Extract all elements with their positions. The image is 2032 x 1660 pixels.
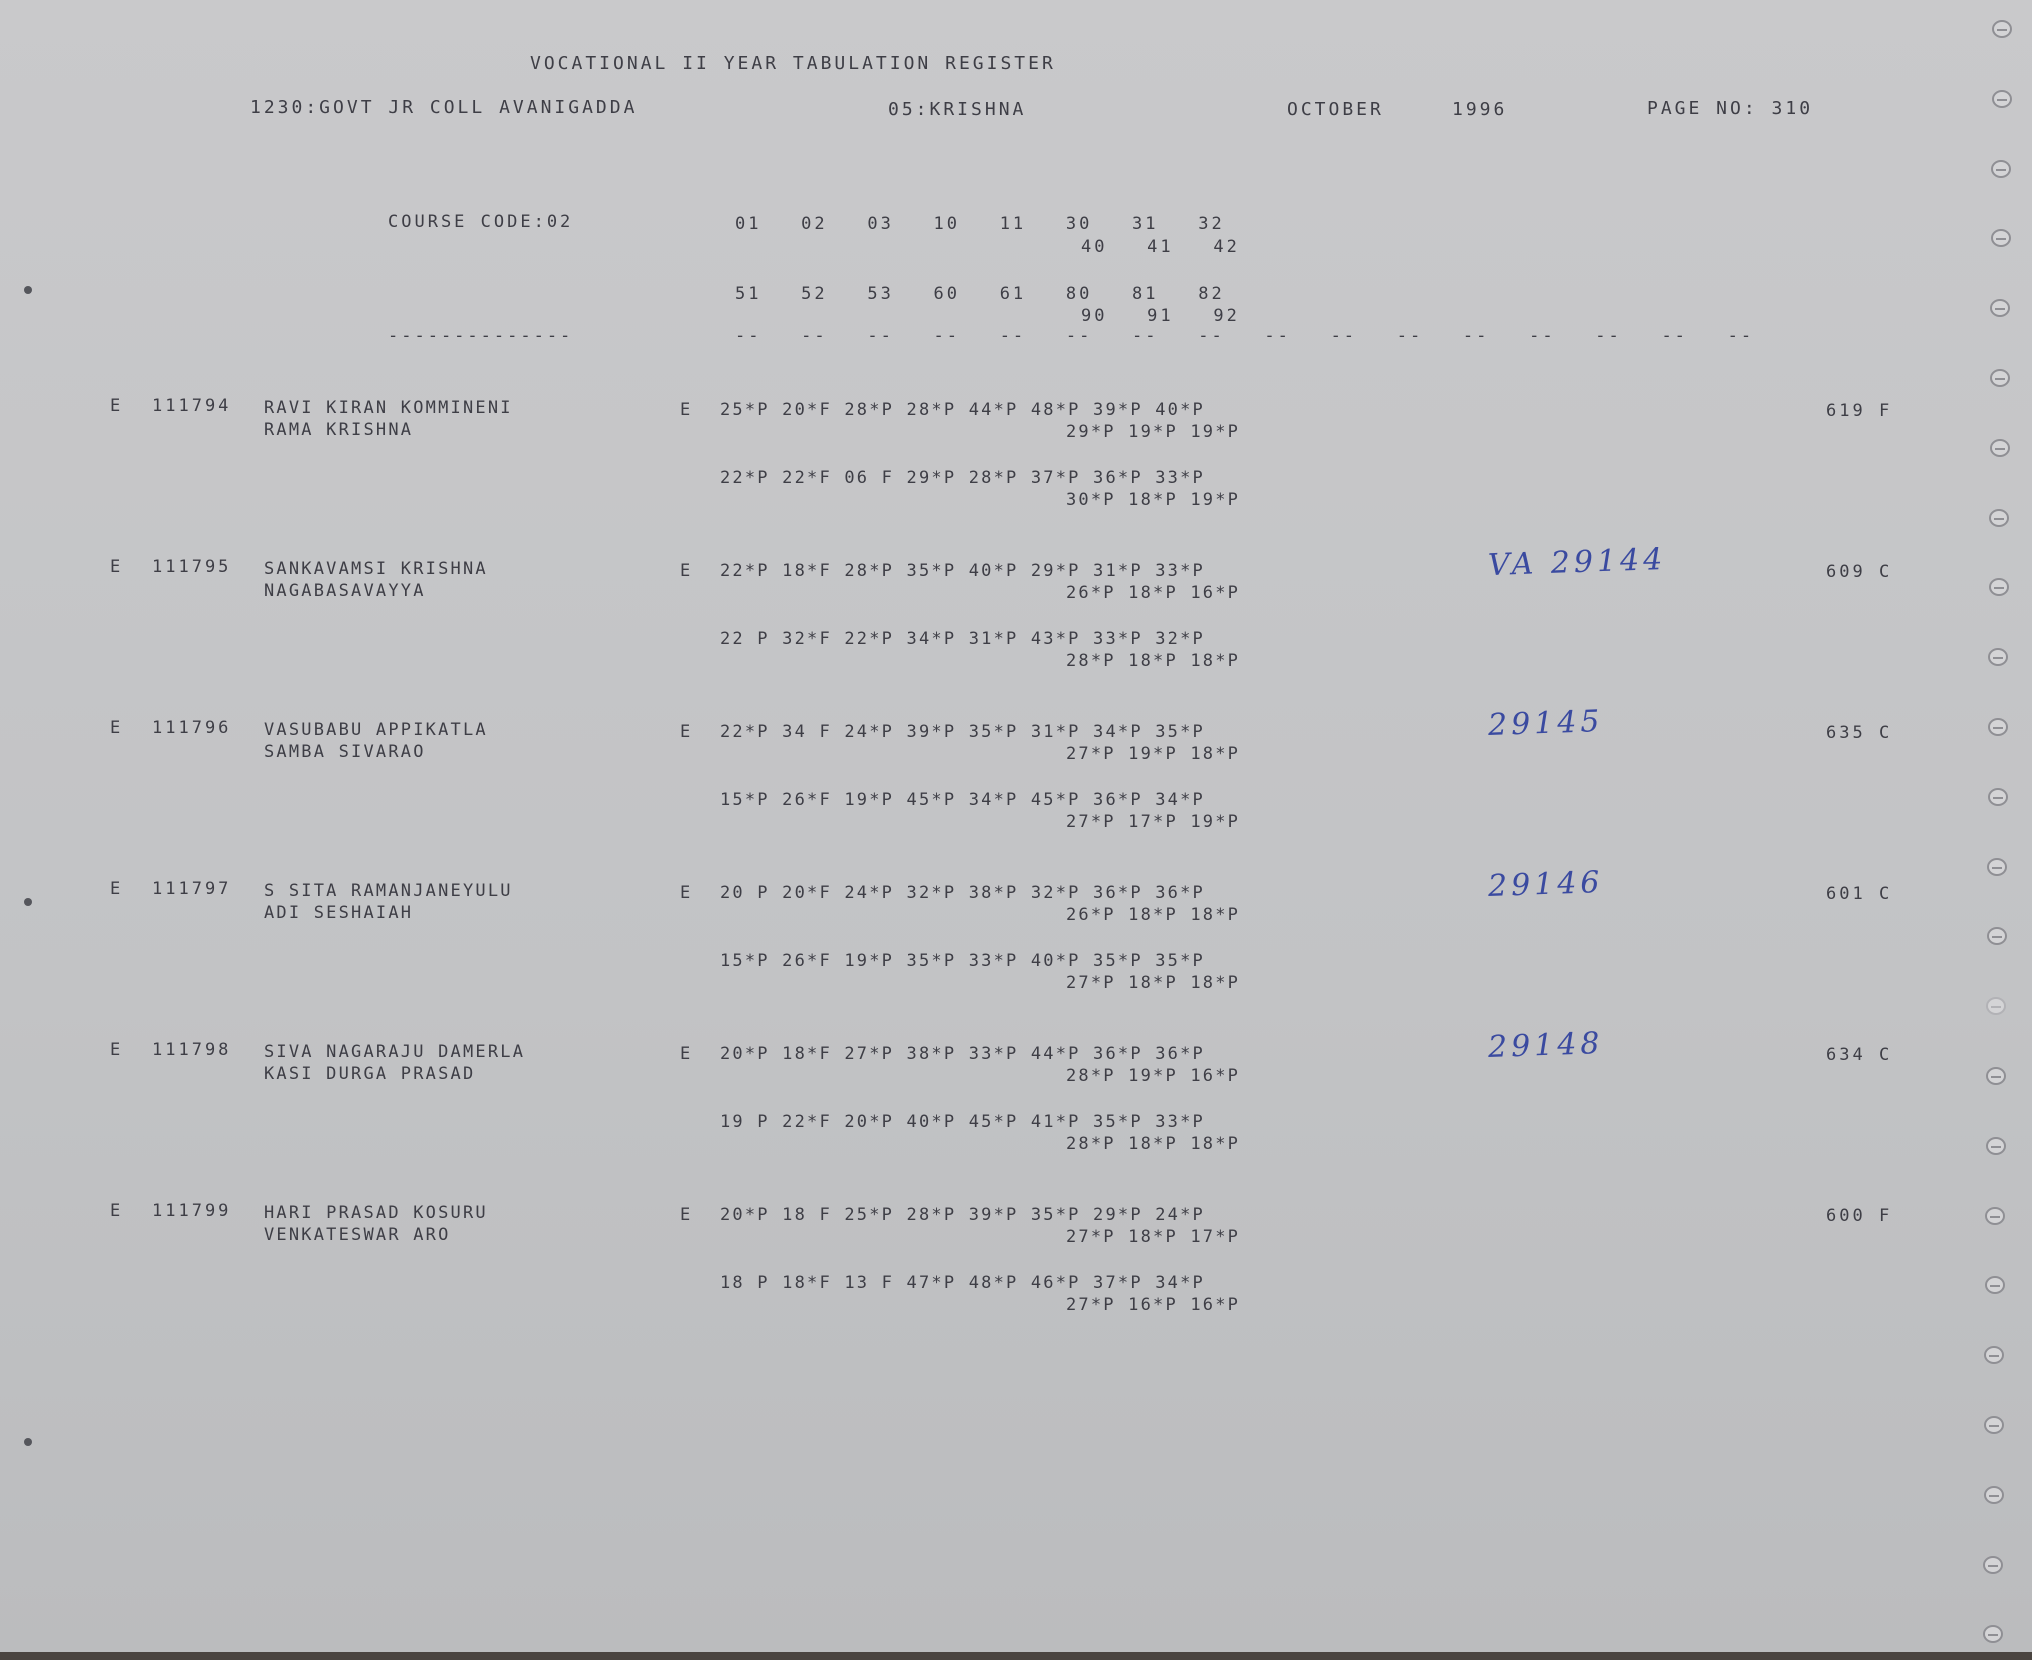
marks-year1-line1: 20 P 20*F 24*P 32*P 38*P 32*P 36*P 36*P [720, 883, 1205, 903]
marks-year2-line1: 15*P 26*F 19*P 45*P 34*P 45*P 36*P 34*P [720, 790, 1205, 810]
sprocket-hole [1990, 439, 2010, 457]
sprocket-hole [1986, 1137, 2006, 1155]
student-name: SIVA NAGARAJU DAMERLA [264, 1042, 526, 1062]
marks-flag: E [680, 400, 694, 420]
marks-year2-line1: 22 P 32*F 22*P 34*P 31*P 43*P 33*P 32*P [720, 629, 1205, 649]
marks-year2-line2: 27*P 18*P 18*P [1066, 973, 1241, 993]
marks-flag: E [680, 561, 694, 581]
record-flag: E [110, 396, 124, 416]
marks-year1-line1: 22*P 18*F 28*P 35*P 40*P 29*P 31*P 33*P [720, 561, 1205, 581]
student-id: 111796 [152, 718, 232, 738]
register-title: VOCATIONAL II YEAR TABULATION REGISTER [530, 53, 1056, 74]
total-result: 600 F [1826, 1206, 1893, 1226]
sprocket-hole [1990, 299, 2010, 317]
marks-year2-line1: 15*P 26*F 19*P 35*P 33*P 40*P 35*P 35*P [720, 951, 1205, 971]
handwritten-note: VA 29144 [1487, 541, 1667, 584]
sprocket-hole [1990, 369, 2010, 387]
sprocket-hole [1987, 927, 2007, 945]
total-result: 601 C [1826, 884, 1893, 904]
handwritten-note: 29148 [1487, 1025, 1605, 1066]
sprocket-hole [1985, 1207, 2005, 1225]
binding-hole [24, 1438, 32, 1446]
course-underline: -------------- [388, 326, 574, 346]
handwritten-note: 29146 [1487, 864, 1605, 905]
sprocket-hole [1983, 1625, 2003, 1643]
sprocket-hole [1992, 90, 2012, 108]
student-id: 111797 [152, 879, 232, 899]
record-flag: E [110, 718, 124, 738]
total-result: 635 C [1826, 723, 1893, 743]
student-id: 111799 [152, 1201, 232, 1221]
marks-year1-line1: 20*P 18*F 27*P 38*P 33*P 44*P 36*P 36*P [720, 1044, 1205, 1064]
student-id: 111794 [152, 396, 232, 416]
sprocket-hole [1984, 1346, 2004, 1364]
total-result: 609 C [1826, 562, 1893, 582]
column-dashes: -- -- -- -- -- -- -- -- -- -- -- -- -- -- -- -- [735, 326, 1755, 346]
page-number: PAGE NO: 310 [1647, 98, 1814, 119]
record-flag: E [110, 557, 124, 577]
father-name: KASI DURGA PRASAD [264, 1064, 476, 1084]
sprocket-hole [1983, 1556, 2003, 1574]
binding-hole [24, 286, 32, 294]
marks-flag: E [680, 1044, 694, 1064]
student-name: HARI PRASAD KOSURU [264, 1203, 488, 1223]
paper-edge [0, 1652, 2032, 1660]
father-name: RAMA KRISHNA [264, 420, 414, 440]
total-result: 619 F [1826, 401, 1893, 421]
sprocket-hole [1992, 20, 2012, 38]
sprocket-hole [1989, 578, 2009, 596]
father-name: VENKATESWAR ARO [264, 1225, 451, 1245]
marks-year1-line2: 27*P 19*P 18*P [1066, 744, 1241, 764]
marks-year2-line1: 19 P 22*F 20*P 40*P 45*P 41*P 35*P 33*P [720, 1112, 1205, 1132]
sprocket-hole [1984, 1486, 2004, 1504]
marks-year1-line1: 22*P 34 F 24*P 39*P 35*P 31*P 34*P 35*P [720, 722, 1205, 742]
sprocket-hole [1991, 229, 2011, 247]
sprocket-hole [1988, 718, 2008, 736]
student-name: RAVI KIRAN KOMMINENI [264, 398, 513, 418]
father-name: SAMBA SIVARAO [264, 742, 426, 762]
record-flag: E [110, 1040, 124, 1060]
sprocket-hole [1985, 1276, 2005, 1294]
marks-flag: E [680, 1205, 694, 1225]
sprocket-hole [1986, 1067, 2006, 1085]
marks-year1-line2: 28*P 19*P 16*P [1066, 1066, 1241, 1086]
student-name: S SITA RAMANJANEYULU [264, 881, 513, 901]
marks-year1-line2: 27*P 18*P 17*P [1066, 1227, 1241, 1247]
sprocket-hole [1988, 648, 2008, 666]
student-name: VASUBABU APPIKATLA [264, 720, 488, 740]
marks-flag: E [680, 883, 694, 903]
marks-year2-line2: 27*P 17*P 19*P [1066, 812, 1241, 832]
subject-codes-row-1b: 40 41 42 [1081, 237, 1240, 257]
sprocket-hole [1987, 858, 2007, 876]
subject-codes-row-1: 01 02 03 10 11 30 31 32 [735, 214, 1225, 234]
marks-year2-line1: 22*P 22*F 06 F 29*P 28*P 37*P 36*P 33*P [720, 468, 1205, 488]
marks-year1-line2: 26*P 18*P 18*P [1066, 905, 1241, 925]
handwritten-note: 29145 [1487, 703, 1605, 744]
sprocket-hole [1988, 788, 2008, 806]
marks-year1-line2: 29*P 19*P 19*P [1066, 422, 1241, 442]
marks-year1-line1: 20*P 18 F 25*P 28*P 39*P 35*P 29*P 24*P [720, 1205, 1205, 1225]
marks-year2-line2: 28*P 18*P 18*P [1066, 651, 1241, 671]
record-flag: E [110, 1201, 124, 1221]
course-code-label: COURSE CODE:02 [388, 212, 574, 232]
sprocket-hole [1991, 160, 2011, 178]
binding-hole [24, 898, 32, 906]
marks-year1-line1: 25*P 20*F 28*P 28*P 44*P 48*P 39*P 40*P [720, 400, 1205, 420]
marks-year2-line1: 18 P 18*F 13 F 47*P 48*P 46*P 37*P 34*P [720, 1273, 1205, 1293]
sprocket-hole [1989, 509, 2009, 527]
record-flag: E [110, 879, 124, 899]
marks-year2-line2: 27*P 16*P 16*P [1066, 1295, 1241, 1315]
marks-flag: E [680, 722, 694, 742]
student-name: SANKAVAMSI KRISHNA [264, 559, 488, 579]
exam-month: OCTOBER [1287, 99, 1384, 120]
district-name: 05:KRISHNA [888, 99, 1027, 120]
father-name: NAGABASAVAYYA [264, 581, 426, 601]
sprocket-hole [1984, 1416, 2004, 1434]
exam-year: 1996 [1452, 99, 1508, 120]
marks-year2-line2: 30*P 18*P 19*P [1066, 490, 1241, 510]
college-name: 1230:GOVT JR COLL AVANIGADDA [250, 97, 638, 118]
marks-year1-line2: 26*P 18*P 16*P [1066, 583, 1241, 603]
father-name: ADI SESHAIAH [264, 903, 414, 923]
total-result: 634 C [1826, 1045, 1893, 1065]
sprocket-hole [1986, 997, 2006, 1015]
student-id: 111795 [152, 557, 232, 577]
marks-year2-line2: 28*P 18*P 18*P [1066, 1134, 1241, 1154]
subject-codes-row-2: 51 52 53 60 61 80 81 82 [735, 284, 1225, 304]
student-id: 111798 [152, 1040, 232, 1060]
subject-codes-row-2b: 90 91 92 [1081, 306, 1240, 326]
